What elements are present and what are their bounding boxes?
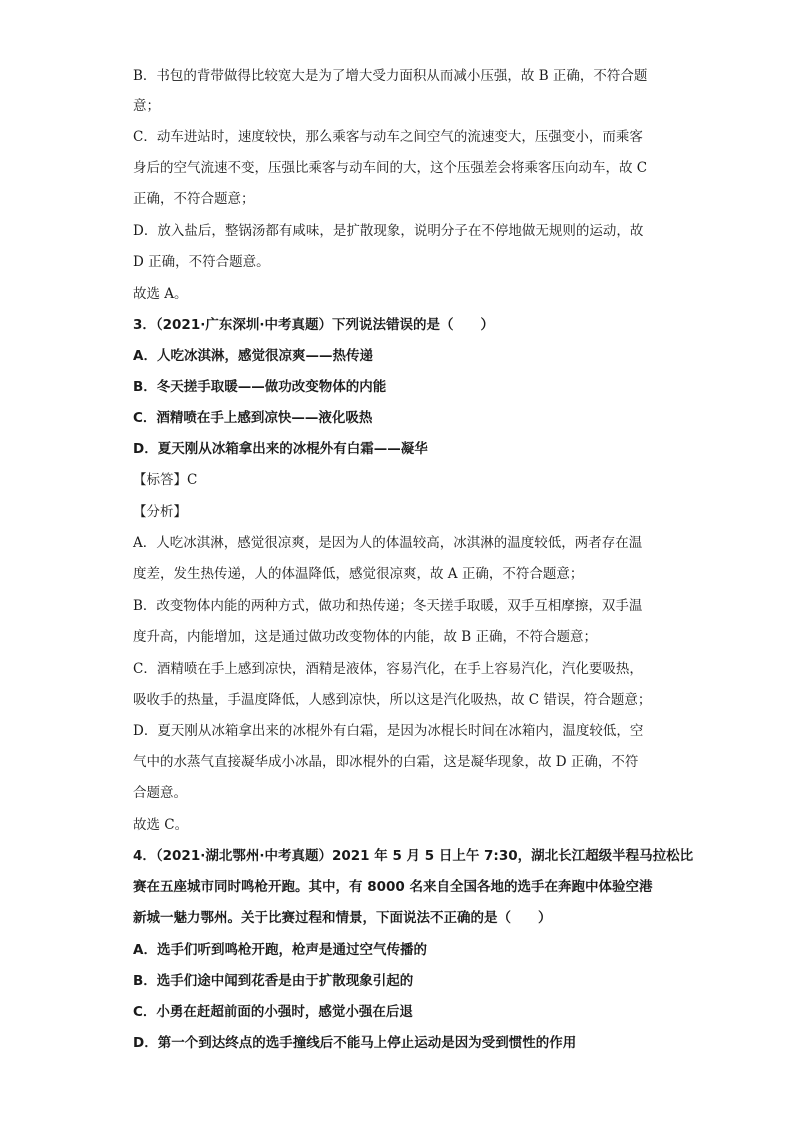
q3-option-d: D．夏天刚从冰箱拿出来的冰棍外有白霜——凝华: [133, 441, 428, 457]
analysis-line: 度差，发生热传递，人的体温降低，感觉很凉爽，故 A 正确，不符合题意；: [133, 566, 584, 582]
analysis-line: 身后的空气流速不变，压强比乘客与动车间的大，这个压强差会将乘客压向动车，故 C: [133, 160, 648, 176]
question-3-stem: 3．（2021·广东深圳·中考真题）下列说法错误的是（ ）: [133, 317, 494, 333]
analysis-line: A．人吃冰淇淋，感觉很凉爽，是因为人的体温较高，冰淇淋的温度较低，两者存在温: [133, 535, 643, 551]
analysis-line: 合题意。: [133, 785, 187, 801]
analysis-label: 【分析】: [133, 504, 187, 520]
question-4-stem: 新城一魅力鄂州。关于比赛过程和情景，下面说法不正确的是（ ）: [133, 910, 552, 926]
question-4-stem: 4．（2021·湖北鄂州·中考真题）2021 年 5 月 5 日上午 7:30，湖北长江超级半程马拉松比: [133, 848, 694, 864]
analysis-line: C．酒精喷在手上感到凉快，酒精是液体，容易汽化，在手上容易汽化，汽化要吸热，: [133, 661, 643, 677]
analysis-line: D 正确，不符合题意。: [133, 254, 270, 270]
conclusion-line: 故选 C。: [133, 817, 189, 833]
q3-option-c: C．酒精喷在手上感到凉快——液化吸热: [133, 410, 373, 426]
analysis-line: 气中的水蒸气直接凝华成小冰晶，即冰棍外的白霜，这是凝华现象，故 D 正确，不符: [133, 754, 639, 770]
q4-option-c: C．小勇在赶超前面的小强时，感觉小强在后退: [133, 1004, 413, 1020]
analysis-line: D．夏天刚从冰箱拿出来的冰棍外有白霜，是因为冰棍长时间在冰箱内，温度较低，空: [133, 723, 644, 739]
q4-option-a: A．选手们听到鸣枪开跑，枪声是通过空气传播的: [133, 942, 427, 958]
answer-label: 【标答】C: [133, 472, 198, 488]
analysis-line: B．改变物体内能的两种方式，做功和热传递；冬天搓手取暖，双手互相摩擦，双手温: [133, 598, 643, 614]
analysis-line: 吸收手的热量，手温度降低，人感到凉快，所以这是汽化吸热，故 C 错误，符合题意；: [133, 692, 652, 708]
analysis-line: B．书包的背带做得比较宽大是为了增大受力面积从而减小压强，故 B 正确，不符合题: [133, 68, 648, 84]
q3-option-a: A．人吃冰淇淋，感觉很凉爽——热传递: [133, 348, 373, 364]
conclusion-line: 故选 A。: [133, 286, 188, 302]
q3-option-b: B．冬天搓手取暖——做功改变物体的内能: [133, 379, 387, 395]
analysis-line: 度升高，内能增加，这是通过做功改变物体的内能，故 B 正确，不符合题意；: [133, 629, 598, 645]
analysis-line: 意；: [133, 98, 160, 114]
question-4-stem: 赛在五座城市同时鸣枪开跑。其中，有 8000 名来自全国各地的选手在奔跑中体验空港: [133, 879, 653, 895]
analysis-line: 正确，不符合题意；: [133, 191, 255, 207]
analysis-line: D．放入盐后，整锅汤都有咸味，是扩散现象，说明分子在不停地做无规则的运动，故: [133, 223, 644, 239]
analysis-line: C．动车进站时，速度较快，那么乘客与动车之间空气的流速变大，压强变小，而乘客: [133, 129, 643, 145]
q4-option-b: B．选手们途中闻到花香是由于扩散现象引起的: [133, 973, 414, 989]
q4-option-d: D．第一个到达终点的选手撞线后不能马上停止运动是因为受到惯性的作用: [133, 1035, 577, 1051]
